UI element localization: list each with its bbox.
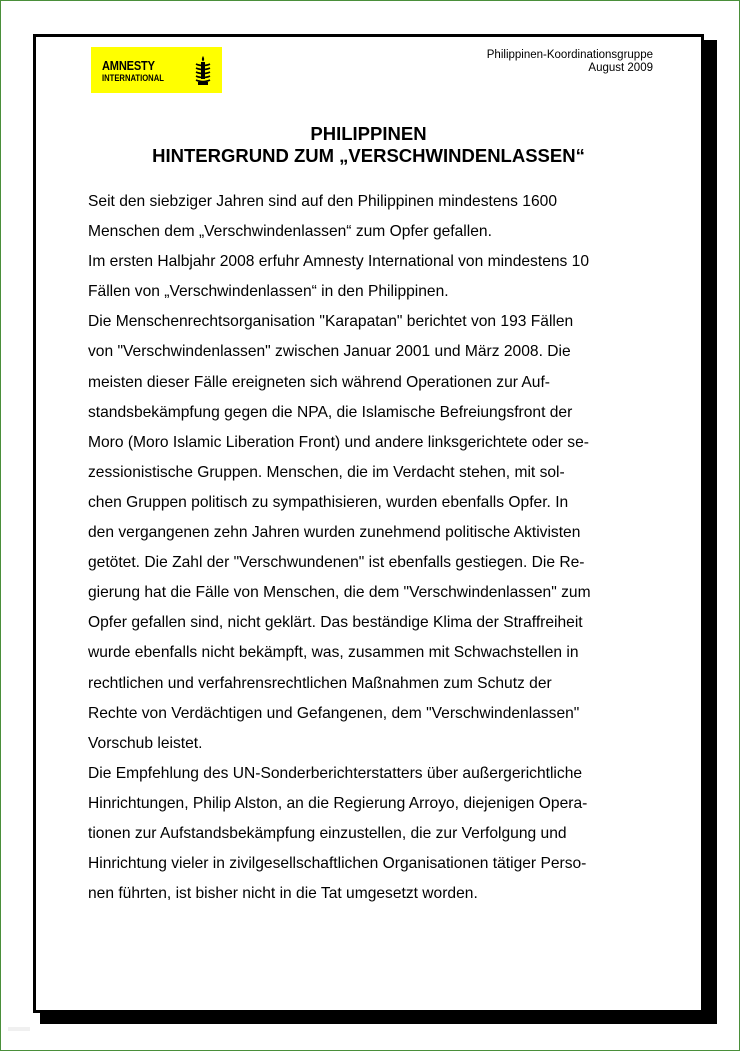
body-line: Opfer gefallen sind, nicht geklärt. Das beständige Klima der Straffreiheit bbox=[88, 614, 583, 632]
body-line: Hinrichtungen, Philip Alston, an die Regierung Arroyo, diejenigen Opera- bbox=[88, 794, 588, 812]
logo-text bbox=[102, 59, 175, 83]
body-line: von "Verschwindenlassen" zwischen Januar 2001 und März 2008. Die bbox=[88, 343, 571, 361]
body-line: zessionistische Gruppen. Menschen, die im Verdacht stehen, mit sol- bbox=[88, 463, 565, 481]
document-title bbox=[36, 123, 701, 167]
body-line: Seit den siebziger Jahren sind auf den Philippinen mindestens 1600 bbox=[88, 193, 557, 210]
body-line: Hinrichtung vieler in zivilgesellschaftlichen Organisationen tätiger Perso- bbox=[88, 855, 587, 873]
document-page bbox=[33, 34, 704, 1013]
body-line: Moro (Moro Islamic Liberation Front) und andere linksgerichtete oder se- bbox=[88, 433, 589, 451]
body-line: Vorschub leistet. bbox=[88, 734, 203, 752]
body-line: gierung hat die Fälle von Menschen, die dem "Verschwindenlassen" zum bbox=[88, 584, 591, 602]
logo-line1: AMNESTY bbox=[102, 58, 155, 73]
body-line: wurde ebenfalls nicht bekämpft, was, zusammen mit Schwachstellen in bbox=[88, 644, 579, 662]
body-line: Menschen dem „Verschwindenlassen“ zum Opfer gefallen. bbox=[88, 223, 492, 241]
body-line: Rechte von Verdächtigen und Gefangenen, dem "Verschwindenlassen" bbox=[88, 704, 580, 722]
logo-line2: INTERNATIONAL bbox=[102, 73, 164, 83]
body-text bbox=[88, 187, 668, 909]
body-line: getötet. Die Zahl der "Verschwundenen" ist ebenfalls gestiegen. Die Re- bbox=[88, 554, 585, 572]
body-line: rechtlichen und verfahrensrechtlichen Maßnahmen zum Schutz der bbox=[88, 674, 552, 692]
header-info bbox=[487, 49, 653, 75]
document-date: August 2009 bbox=[588, 62, 653, 74]
body-line: tionen zur Aufstandsbekämpfung einzustellen, die zur Verfolgung und bbox=[88, 824, 567, 842]
body-line: den vergangenen zehn Jahren wurden zunehmend politische Aktivisten bbox=[88, 524, 581, 542]
body-line: chen Gruppen politisch zu sympathisieren, wurden ebenfalls Opfer. In bbox=[88, 493, 569, 511]
body-line: meisten dieser Fälle ereigneten sich während Operationen zur Auf- bbox=[88, 373, 551, 391]
body-line: standsbekämpfung gegen die NPA, die Islamische Befreiungsfront der bbox=[88, 403, 573, 421]
title-line1: PHILIPPINEN bbox=[310, 123, 427, 144]
body-line: Im ersten Halbjahr 2008 erfuhr Amnesty International von mindestens 10 bbox=[88, 253, 590, 271]
candle-in-barbed-wire-icon bbox=[191, 55, 215, 87]
title-line2: HINTERGRUND ZUM „VERSCHWINDENLASSEN“ bbox=[152, 145, 585, 166]
coordination-group: Philippinen-Koordinationsgruppe bbox=[486, 49, 653, 61]
body-line: Fällen von „Verschwindenlassen“ in den Philippinen. bbox=[88, 283, 449, 301]
body-line: nen führten, ist bisher nicht in die Tat umgesetzt worden. bbox=[88, 885, 478, 903]
body-line: Die Empfehlung des UN-Sonderberichterstatters über außergerichtliche bbox=[88, 764, 583, 782]
amnesty-logo bbox=[91, 47, 222, 93]
corner-mark bbox=[8, 1027, 30, 1031]
body-line: Die Menschenrechtsorganisation "Karapatan" berichtet von 193 Fällen bbox=[88, 313, 574, 331]
